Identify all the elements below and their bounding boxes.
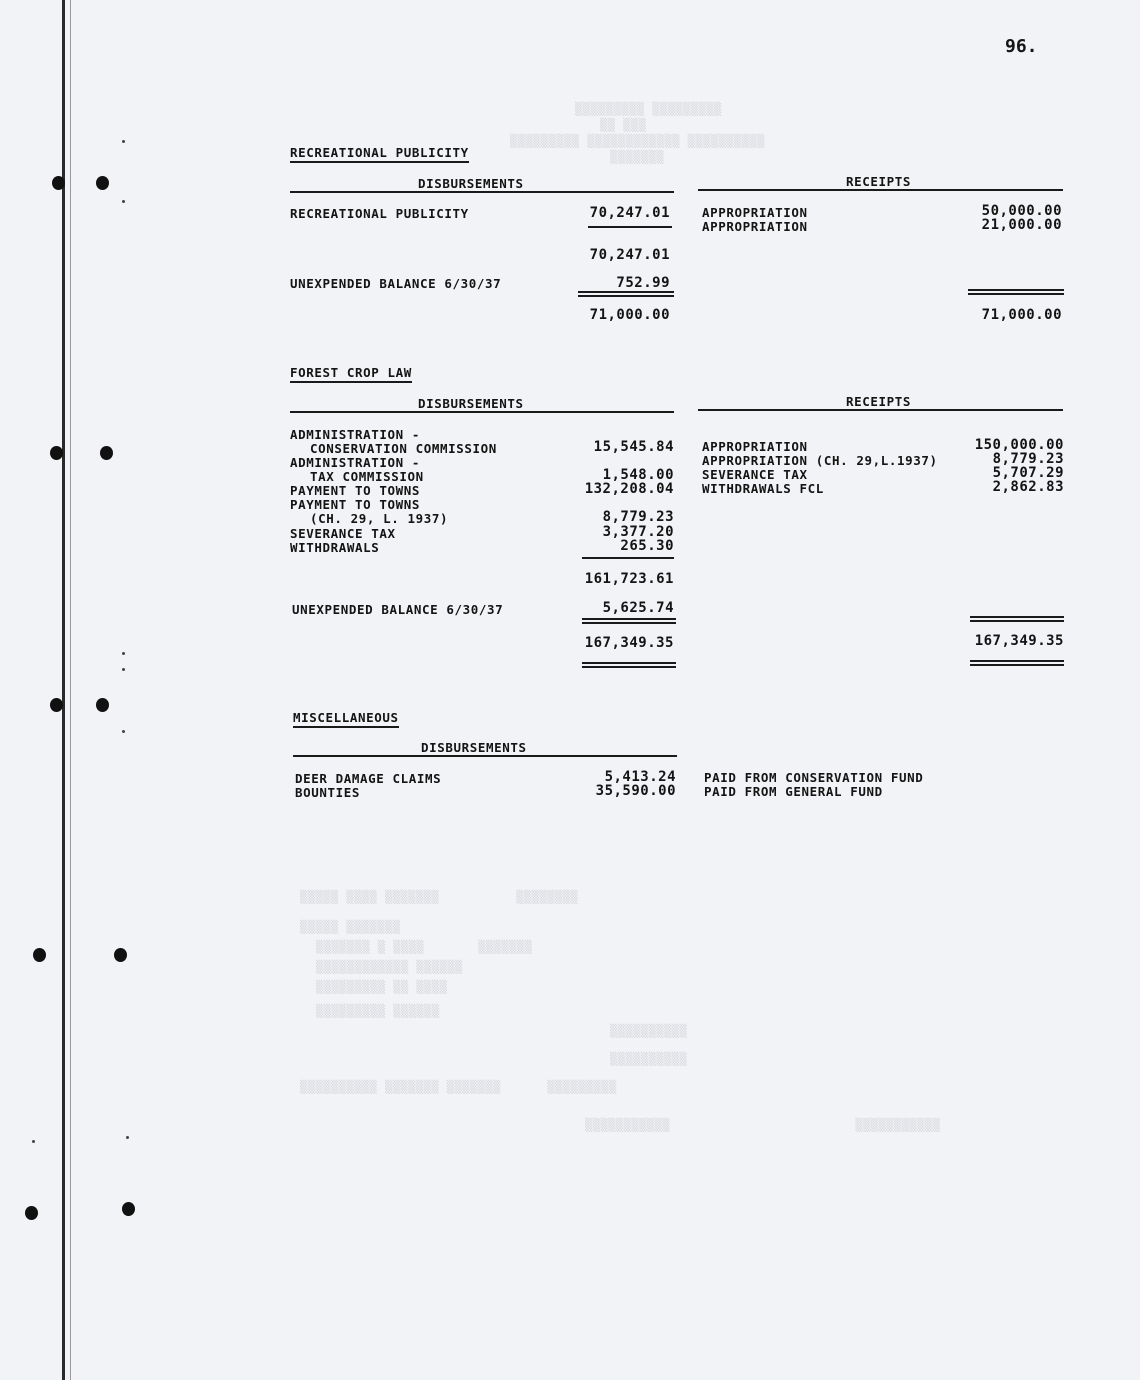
- punch-hole: [25, 1206, 38, 1220]
- receipt-label: APPROPRIATION: [702, 439, 808, 454]
- disb-amount: 132,208.04: [584, 481, 674, 497]
- unexpended-amount: 752.99: [616, 275, 670, 291]
- total-rule: [970, 660, 1064, 662]
- header-rule: [290, 191, 674, 193]
- header-rule: [290, 411, 674, 413]
- receipt-amount: 50,000.00: [981, 203, 1062, 219]
- disb-amount: 15,545.84: [593, 439, 674, 455]
- disb-amount: 8,779.23: [602, 509, 674, 525]
- unexpended-amount: 5,625.74: [602, 600, 674, 616]
- total-rule: [582, 622, 676, 624]
- bleed-through: ▒▒▒▒▒▒▒▒▒▒: [610, 1024, 688, 1038]
- punch-hole: [114, 948, 127, 962]
- receipt-amount: 2,862.83: [992, 479, 1064, 495]
- bleed-through: ▒▒▒▒▒ ▒▒▒▒▒▒▒: [300, 920, 401, 934]
- disb-label: CONSERVATION COMMISSION: [310, 441, 497, 456]
- header-rule: [698, 409, 1063, 411]
- sum-rule: [582, 557, 674, 559]
- disb-label: DEER DAMAGE CLAIMS: [295, 771, 442, 786]
- receipt-amount: 8,779.23: [992, 451, 1064, 467]
- disbursements-header: DISBURSEMENTS: [418, 176, 524, 191]
- receipt-label: WITHDRAWALS FCL: [702, 481, 824, 496]
- fund-source: PAID FROM GENERAL FUND: [704, 784, 883, 799]
- sum-rule: [588, 226, 672, 228]
- receipts-header: RECEIPTS: [846, 394, 912, 409]
- total-rule: [970, 620, 1064, 622]
- section-title-recreational: RECREATIONAL PUBLICITY: [290, 146, 469, 163]
- total-rule: [582, 618, 676, 620]
- bleed-through: ▒▒▒▒▒ ▒▒▒▒ ▒▒▒▒▒▒▒ ▒▒▒▒▒▒▒▒: [300, 890, 579, 904]
- receipt-label: APPROPRIATION (CH. 29,L.1937): [702, 453, 938, 468]
- disb-amount: 5,413.24: [604, 769, 676, 785]
- section-title-misc: MISCELLANEOUS: [293, 711, 399, 728]
- total-rule: [578, 291, 674, 293]
- disb-label: ADMINISTRATION -: [290, 427, 421, 442]
- disb-label: TAX COMMISSION: [310, 469, 424, 484]
- disb-label: PAYMENT TO TOWNS: [290, 497, 421, 512]
- punch-hole: [50, 698, 63, 712]
- total-rule: [578, 295, 674, 297]
- header-rule: [293, 755, 677, 757]
- unexpended-label: UNEXPENDED BALANCE 6/30/37: [290, 276, 502, 291]
- punch-hole: [96, 176, 109, 190]
- receipts-total: 167,349.35: [974, 633, 1064, 649]
- disb-amount: 1,548.00: [602, 467, 674, 483]
- receipt-label: SEVERANCE TAX: [702, 467, 808, 482]
- receipt-label: APPROPRIATION: [702, 219, 808, 234]
- disb-subtotal: 70,247.01: [589, 247, 670, 263]
- punch-hole: [96, 698, 109, 712]
- section-title-forest: FOREST CROP LAW: [290, 366, 412, 383]
- bleed-through: ▒▒▒▒▒▒▒▒▒ ▒▒ ▒▒▒▒: [316, 980, 448, 994]
- punch-hole: [122, 1202, 135, 1216]
- page-number: 96.: [1005, 36, 1038, 57]
- disb-label: ADMINISTRATION -: [290, 455, 421, 470]
- receipts-header: RECEIPTS: [846, 174, 912, 189]
- receipt-amount: 150,000.00: [974, 437, 1064, 453]
- disb-total: 71,000.00: [589, 307, 670, 323]
- fund-source: PAID FROM CONSERVATION FUND: [704, 770, 924, 785]
- disbursements-header: DISBURSEMENTS: [421, 740, 527, 755]
- disb-total: 167,349.35: [584, 635, 674, 651]
- bleed-through: ▒▒▒▒▒▒▒ ▒ ▒▒▒▒ ▒▒▒▒▒▒▒: [316, 940, 533, 954]
- total-rule: [582, 662, 676, 664]
- disb-label: BOUNTIES: [295, 785, 361, 800]
- total-rule: [970, 616, 1064, 618]
- bleed-through: ▒▒▒▒▒▒▒▒▒▒▒ ▒▒▒▒▒▒▒▒▒▒▒: [585, 1118, 941, 1132]
- header-rule: [698, 189, 1063, 191]
- receipt-amount: 21,000.00: [981, 217, 1062, 233]
- disb-label: PAYMENT TO TOWNS: [290, 483, 421, 498]
- disb-amount: 265.30: [620, 538, 674, 554]
- unexpended-label: UNEXPENDED BALANCE 6/30/37: [292, 602, 504, 617]
- total-rule: [968, 289, 1064, 291]
- total-rule: [970, 664, 1064, 666]
- punch-hole: [100, 446, 113, 460]
- bleed-through: ▒▒▒▒▒▒▒▒▒ ▒▒▒▒▒▒▒▒▒▒▒▒ ▒▒▒▒▒▒▒▒▒▒: [510, 134, 765, 148]
- disb-subtotal: 161,723.61: [584, 571, 674, 587]
- receipt-amount: 5,707.29: [992, 465, 1064, 481]
- punch-hole: [50, 446, 63, 460]
- bleed-through: ▒▒▒▒▒▒▒▒▒ ▒▒▒▒▒▒▒▒▒: [575, 102, 722, 116]
- bleed-through: ▒▒▒▒▒▒▒▒▒▒▒▒ ▒▒▒▒▒▒: [316, 960, 463, 974]
- punch-hole: [52, 176, 65, 190]
- disb-label: RECREATIONAL PUBLICITY: [290, 206, 469, 221]
- bleed-through: ▒▒ ▒▒▒: [600, 118, 647, 132]
- bleed-through: ▒▒▒▒▒▒▒▒▒▒: [610, 1052, 688, 1066]
- receipt-label: APPROPRIATION: [702, 205, 808, 220]
- disbursements-header: DISBURSEMENTS: [418, 396, 524, 411]
- receipts-total: 71,000.00: [981, 307, 1062, 323]
- disb-label: (CH. 29, L. 1937): [310, 511, 449, 526]
- disb-label: WITHDRAWALS: [290, 540, 380, 555]
- total-rule: [582, 666, 676, 668]
- total-rule: [968, 293, 1064, 295]
- punch-hole: [33, 948, 46, 962]
- disb-label: SEVERANCE TAX: [290, 526, 396, 541]
- disb-amount: 70,247.01: [589, 205, 670, 221]
- binding-edge-line: [70, 0, 71, 1380]
- bleed-through: ▒▒▒▒▒▒▒: [610, 150, 665, 164]
- disb-amount: 35,590.00: [595, 783, 676, 799]
- bleed-through: ▒▒▒▒▒▒▒▒▒ ▒▒▒▒▒▒: [316, 1004, 440, 1018]
- binding-edge: [62, 0, 65, 1380]
- bleed-through: ▒▒▒▒▒▒▒▒▒▒ ▒▒▒▒▒▒▒ ▒▒▒▒▒▒▒ ▒▒▒▒▒▒▒▒▒: [300, 1080, 617, 1094]
- disb-amount: 3,377.20: [602, 524, 674, 540]
